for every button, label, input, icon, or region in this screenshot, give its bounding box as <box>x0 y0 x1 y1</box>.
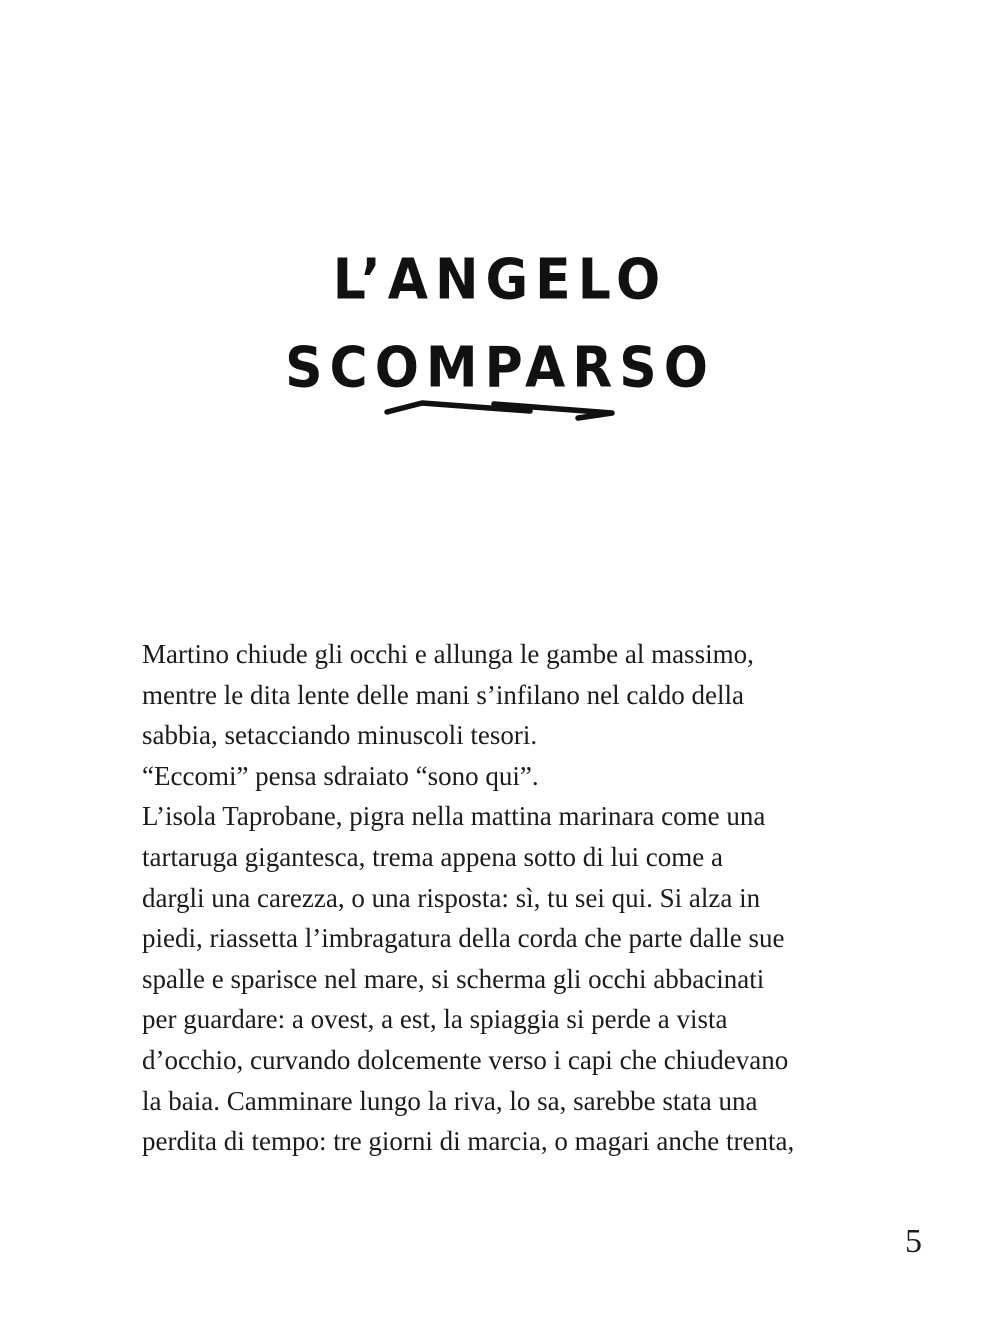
body-line: la baia. Camminare lungo la riva, lo sa, sarebbe stata una <box>142 1085 758 1116</box>
chapter-title-line-1: L’ANGELO <box>332 247 668 313</box>
body-line: piedi, riassetta l’imbragatura della corda che parte dalle sue <box>142 923 785 954</box>
title-underline <box>0 398 1000 429</box>
body-line: per guardare: a ovest, a est, la spiaggia si perde a vista <box>142 1004 728 1035</box>
body-paragraph <box>142 634 882 1162</box>
chapter-title-line-2: SCOMPARSO <box>285 335 715 401</box>
chapter-title <box>0 236 1000 412</box>
zigzag-underline-icon <box>382 398 618 424</box>
body-line: dargli una carezza, o una risposta: sì, tu sei qui. Si alza in <box>142 882 761 913</box>
body-line: d’occhio, curvando dolcemente verso i capi che chiudevano <box>142 1044 789 1075</box>
body-line: L’isola Taprobane, pigra nella mattina marinara come una <box>142 801 766 832</box>
body-line: perdita di tempo: tre giorni di marcia, o magari anche trenta, <box>142 1126 795 1157</box>
body-line: spalle e sparisce nel mare, si scherma gli occhi abbacinati <box>142 963 765 994</box>
body-line: Martino chiude gli occhi e allunga le gambe al massimo, <box>142 639 754 669</box>
body-line: sabbia, setacciando minuscoli tesori. <box>142 720 538 751</box>
body-line: tartaruga gigantesca, trema appena sotto di lui come a <box>142 841 724 872</box>
body-line: mentre le dita lente delle mani s’infilano nel caldo della <box>142 679 745 710</box>
page-number: 5 <box>905 1223 922 1260</box>
body-line: “Eccomi” pensa sdraiato “sono qui”. <box>142 760 539 791</box>
